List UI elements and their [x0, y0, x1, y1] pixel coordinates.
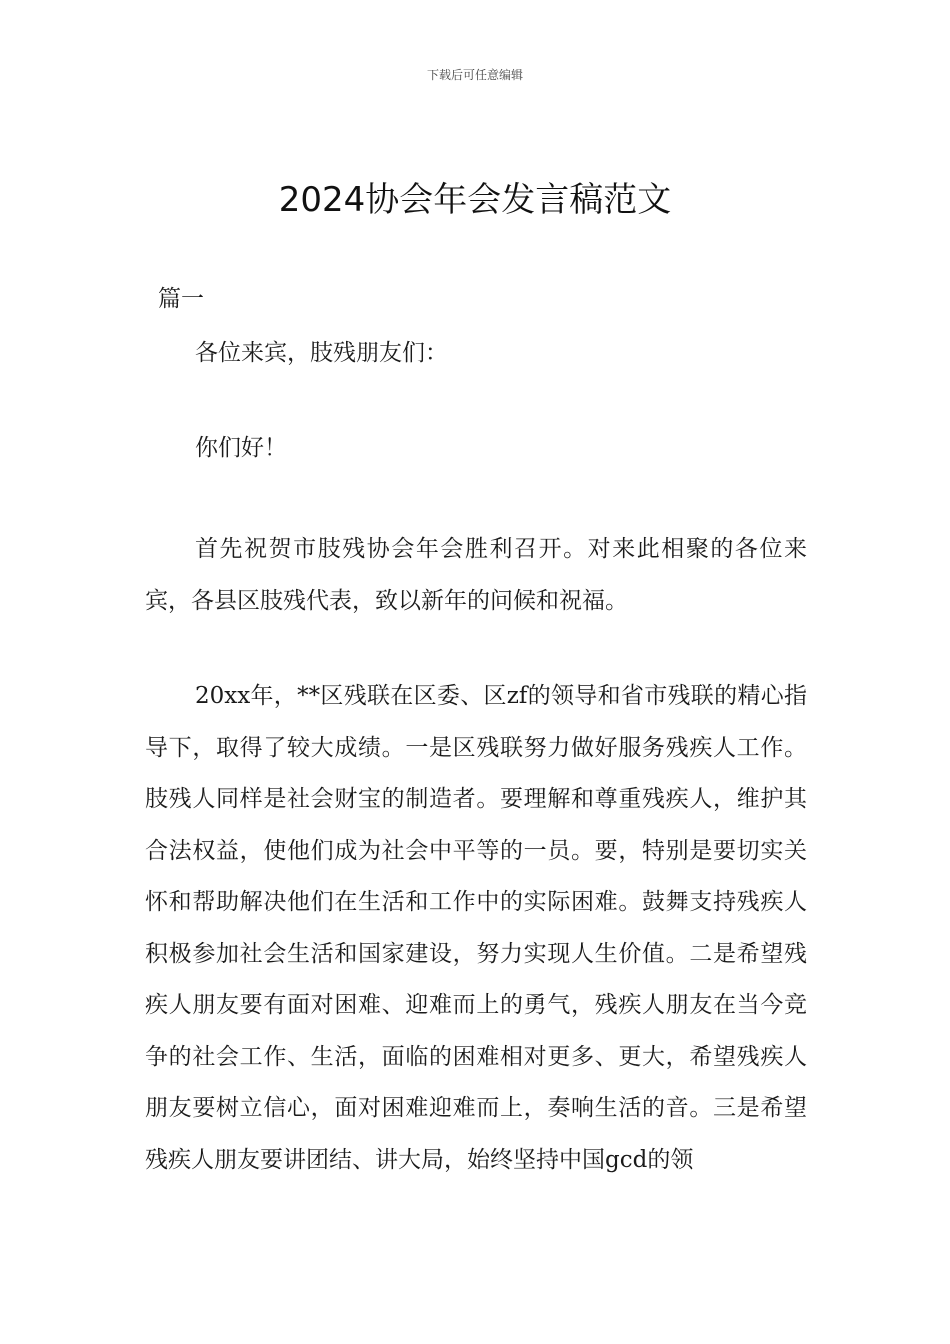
paragraph-salutation: 各位来宾，肢残朋友们： — [195, 340, 448, 366]
section-label: 篇一 — [158, 286, 204, 312]
header-note: 下载后可任意编辑 — [426, 68, 523, 82]
paragraph-greeting: 你们好！ — [195, 435, 287, 461]
paragraph-congratulation: 首先祝贺市肢残协会年会胜利召开。对来此相聚的各位来宾，各县区肢残代表，致以新年的问候和祝福。 — [145, 536, 807, 614]
document-title: 2024协会年会发言稿范文 — [278, 180, 672, 220]
paragraph-body: 20xx年，**区残联在区委、区zf的领导和省市残联的精心指导下，取得了较大成绩。一是区残联努力做好服务残疾人工作。肢残人同样是社会财宝的制造者。要理解和尊重残疾人，维护其合法权益，使他们成为社会中平等的一员。要，特别是要切实关怀和帮助解决他们在生活和工作中的实际困难。鼓舞支持残疾人积极参加社会生活和国家建设，努力实现人生价值。二是希望残疾人朋友要有面对困难、迎难而上的勇气，残疾人朋友在当今竞争的社会工作、生活，面临的困难相对更多、更大，希望残疾人朋友要树立信心，面对困难迎难而上，奏响生活的音。三是希望残疾人朋友要讲团结、讲大局，始终坚持中国gcd的领 — [145, 683, 807, 1173]
